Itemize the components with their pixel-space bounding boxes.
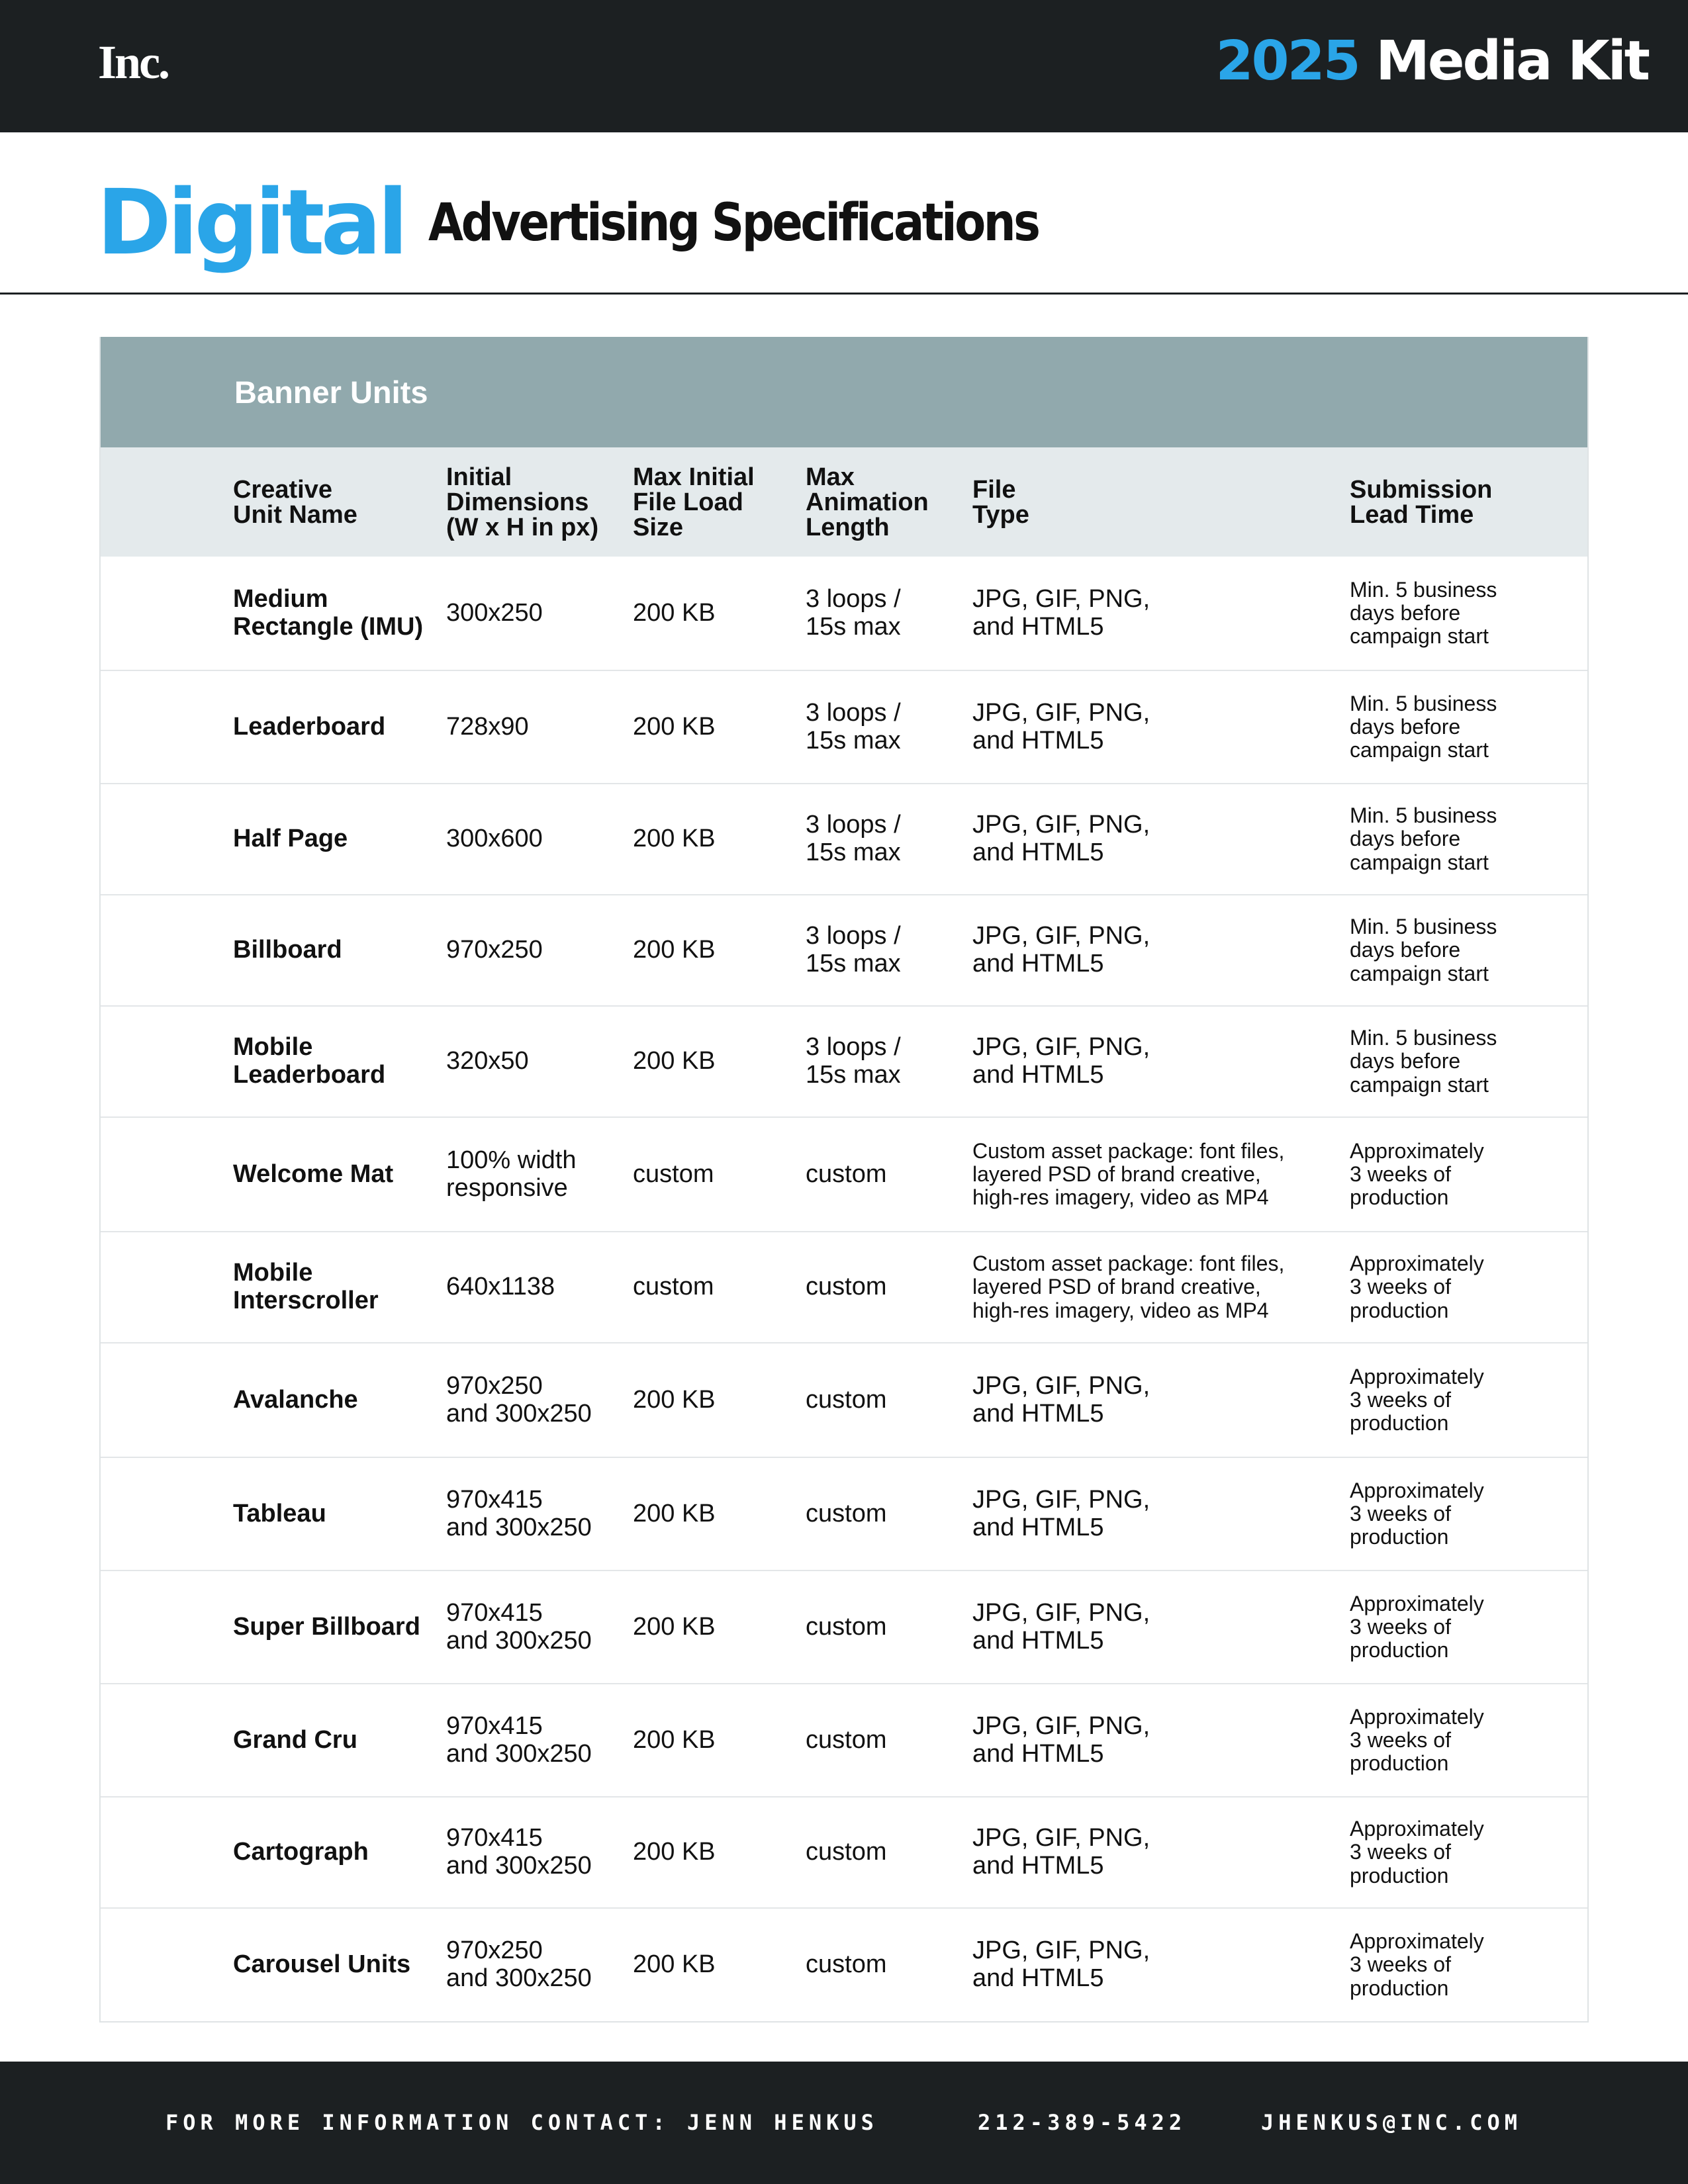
dimensions-cell: 300x600 (446, 825, 543, 853)
unit-name-cell: Billboard (233, 936, 342, 964)
footer-contact: FOR MORE INFORMATION CONTACT: JENN HENKUS (165, 2110, 878, 2135)
file-size-cell: 200 KB (633, 1047, 716, 1075)
file-type-cell: JPG, GIF, PNG, and HTML5 (972, 1711, 1150, 1768)
unit-name-cell: Welcome Mat (233, 1160, 394, 1188)
unit-name-cell: Medium Rectangle (IMU) (233, 584, 424, 641)
file-size-cell: custom (633, 1160, 714, 1188)
lead-time-cell: Min. 5 business days before campaign start (1350, 915, 1497, 985)
contact-footer (0, 2062, 1688, 2184)
file-size-cell: 200 KB (633, 1385, 716, 1414)
page-title-main: Advertising Specifications (428, 193, 1039, 253)
lead-time-cell: Min. 5 business days before campaign start (1350, 691, 1497, 762)
specs-table (99, 337, 1589, 2023)
dimensions-cell: 970x415 and 300x250 (446, 1824, 592, 1880)
file-type-cell: JPG, GIF, PNG, and HTML5 (972, 922, 1150, 978)
file-type-cell: JPG, GIF, PNG, and HTML5 (972, 1485, 1150, 1541)
file-type-cell: JPG, GIF, PNG, and HTML5 (972, 1371, 1150, 1428)
dimensions-cell: 100% width responsive (446, 1146, 577, 1202)
page-title (97, 173, 1121, 273)
lead-time-cell: Min. 5 business days before campaign start (1350, 1026, 1497, 1097)
dimensions-cell: 970x250 and 300x250 (446, 1371, 592, 1428)
media-kit-year: 2025 (1215, 30, 1359, 93)
file-size-cell: 200 KB (633, 1499, 716, 1527)
file-size-cell: 200 KB (633, 1725, 716, 1754)
file-size-cell: 200 KB (633, 936, 716, 964)
unit-name-cell: Mobile Leaderboard (233, 1033, 386, 1089)
file-size-cell: 200 KB (633, 1612, 716, 1641)
animation-cell: 3 loops / 15s max (806, 1033, 901, 1089)
table-row (101, 1343, 1587, 1458)
page-title-accent: Digital (97, 171, 404, 275)
unit-name-cell: Carousel Units (233, 1950, 411, 1979)
unit-name-cell: Mobile Interscroller (233, 1259, 379, 1314)
lead-time-cell: Min. 5 business days before campaign start (1350, 577, 1497, 649)
column-header-dimensions: Initial Dimensions (W x H in px) (446, 463, 599, 541)
file-type-cell: JPG, GIF, PNG, and HTML5 (972, 811, 1150, 866)
table-header-row (101, 447, 1587, 557)
table-row (101, 1797, 1587, 1909)
top-bar (0, 0, 1688, 132)
column-header-file-size: Max Initial File Load Size (633, 463, 755, 541)
animation-cell: custom (806, 1612, 887, 1641)
dimensions-cell: 728x90 (446, 712, 529, 741)
unit-name-cell: Super Billboard (233, 1612, 420, 1641)
table-row (101, 895, 1587, 1007)
file-type-cell: JPG, GIF, PNG, and HTML5 (972, 698, 1150, 754)
lead-time-cell: Approximately 3 weeks of production (1350, 1251, 1484, 1322)
animation-cell: custom (806, 1273, 887, 1301)
table-row (101, 1458, 1587, 1571)
animation-cell: custom (806, 1950, 887, 1979)
table-row (101, 1232, 1587, 1343)
table-body (101, 557, 1587, 2021)
column-header-animation: Max Animation Length (806, 463, 929, 541)
table-row (101, 557, 1587, 671)
unit-name-cell: Half Page (233, 825, 348, 853)
file-size-cell: custom (633, 1273, 714, 1301)
media-kit-title (1215, 30, 1648, 93)
file-size-cell: 200 KB (633, 825, 716, 853)
table-row (101, 1684, 1587, 1797)
file-type-cell: JPG, GIF, PNG, and HTML5 (972, 1033, 1150, 1089)
column-header-lead-time: Submission Lead Time (1350, 475, 1493, 529)
file-size-cell: 200 KB (633, 1950, 716, 1979)
file-size-cell: 200 KB (633, 1838, 716, 1866)
file-size-cell: 200 KB (633, 598, 716, 627)
table-row (101, 1118, 1587, 1232)
inc-logo: Inc. (98, 36, 169, 89)
animation-cell: custom (806, 1725, 887, 1754)
file-type-cell: Custom asset package: font files, layered PSD of brand creative, high-res imagery, video as MP4 (972, 1138, 1285, 1210)
media-kit-label: Media Kit (1376, 30, 1648, 93)
animation-cell: 3 loops / 15s max (806, 922, 901, 978)
animation-cell: custom (806, 1160, 887, 1188)
animation-cell: 3 loops / 15s max (806, 811, 901, 866)
file-type-cell: JPG, GIF, PNG, and HTML5 (972, 584, 1150, 641)
dimensions-cell: 640x1138 (446, 1273, 555, 1301)
dimensions-cell: 970x415 and 300x250 (446, 1485, 592, 1541)
column-header-unit-name: Creative Unit Name (233, 475, 357, 529)
table-row (101, 671, 1587, 784)
lead-time-cell: Approximately 3 weeks of production (1350, 1817, 1484, 1888)
footer-phone: 212-389-5422 (978, 2110, 1187, 2135)
footer-email: JHENKUS@INC.COM (1261, 2110, 1522, 2135)
lead-time-cell: Approximately 3 weeks of production (1350, 1704, 1484, 1776)
dimensions-cell: 970x250 and 300x250 (446, 1936, 592, 1992)
animation-cell: custom (806, 1499, 887, 1527)
animation-cell: 3 loops / 15s max (806, 698, 901, 754)
dimensions-cell: 970x415 and 300x250 (446, 1598, 592, 1655)
table-row (101, 1571, 1587, 1684)
unit-name-cell: Leaderboard (233, 712, 386, 741)
file-type-cell: JPG, GIF, PNG, and HTML5 (972, 1824, 1150, 1880)
animation-cell: 3 loops / 15s max (806, 584, 901, 641)
lead-time-cell: Approximately 3 weeks of production (1350, 1364, 1484, 1435)
dimensions-cell: 320x50 (446, 1047, 529, 1075)
table-row (101, 1909, 1587, 2021)
file-size-cell: 200 KB (633, 712, 716, 741)
table-row (101, 784, 1587, 895)
lead-time-cell: Approximately 3 weeks of production (1350, 1929, 1484, 2000)
animation-cell: custom (806, 1385, 887, 1414)
unit-name-cell: Grand Cru (233, 1725, 357, 1754)
column-header-file-type: File Type (972, 475, 1029, 529)
lead-time-cell: Approximately 3 weeks of production (1350, 1138, 1484, 1210)
unit-name-cell: Avalanche (233, 1385, 358, 1414)
file-type-cell: JPG, GIF, PNG, and HTML5 (972, 1598, 1150, 1655)
lead-time-cell: Approximately 3 weeks of production (1350, 1591, 1484, 1662)
dimensions-cell: 970x250 (446, 936, 543, 964)
section-band (101, 337, 1587, 447)
section-title: Banner Units (234, 375, 428, 410)
dimensions-cell: 970x415 and 300x250 (446, 1711, 592, 1768)
unit-name-cell: Tableau (233, 1499, 326, 1527)
unit-name-cell: Cartograph (233, 1838, 369, 1866)
animation-cell: custom (806, 1838, 887, 1866)
lead-time-cell: Min. 5 business days before campaign start (1350, 803, 1497, 874)
dimensions-cell: 300x250 (446, 598, 543, 627)
file-type-cell: JPG, GIF, PNG, and HTML5 (972, 1936, 1150, 1992)
title-divider (0, 293, 1688, 295)
table-row (101, 1007, 1587, 1118)
file-type-cell: Custom asset package: font files, layered PSD of brand creative, high-res imagery, video as MP4 (972, 1251, 1285, 1322)
lead-time-cell: Approximately 3 weeks of production (1350, 1478, 1484, 1549)
